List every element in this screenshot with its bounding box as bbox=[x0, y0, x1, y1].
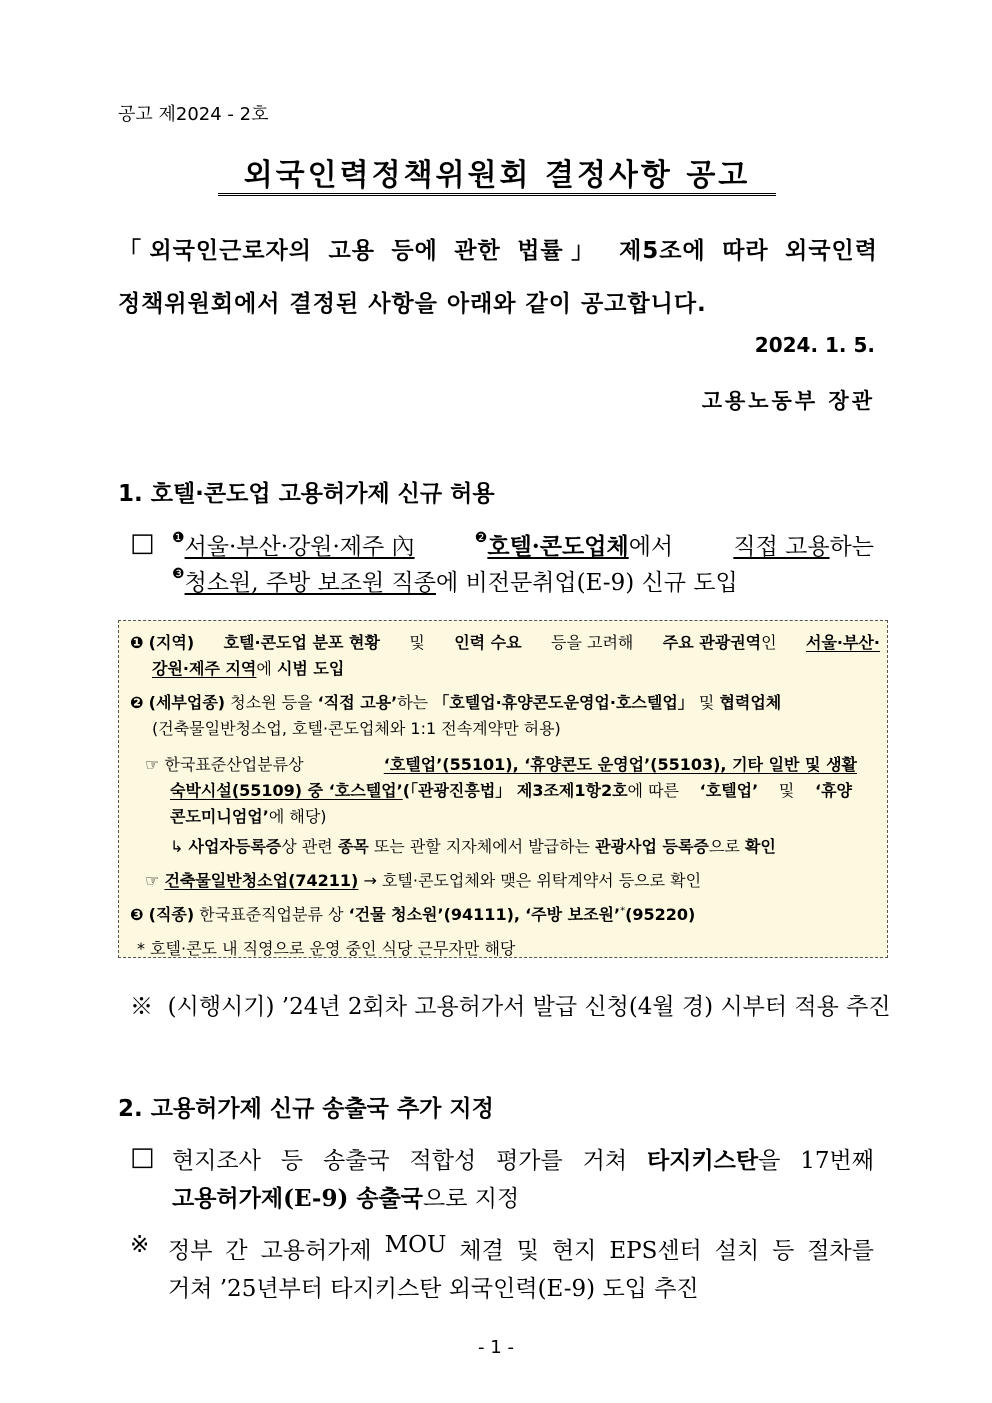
circled-number-icon: ❶ bbox=[130, 633, 144, 652]
text-fragment: 으로 bbox=[708, 837, 740, 856]
text-fragment: 인 bbox=[761, 633, 777, 652]
text-fragment: (세부업종) bbox=[148, 693, 226, 712]
text-fragment: 평가를 bbox=[496, 1148, 563, 1174]
text-fragment: 에서 bbox=[628, 534, 674, 560]
text-fragment: 설치 bbox=[714, 1238, 760, 1264]
detail-item-3 bbox=[130, 902, 695, 925]
text-fragment: (94111), bbox=[443, 905, 520, 924]
section-2-note-line-2: 거쳐 ’25년부터 타지키스탄 외국인력(E-9) 도입 추진 bbox=[168, 1276, 699, 1302]
text-fragment: (「관광진흥법」 제3조제1항2호 bbox=[402, 781, 628, 800]
text-fragment: 청소원 등을 bbox=[230, 693, 313, 712]
circled-1: ❶ bbox=[172, 530, 185, 546]
text-fragment: 하는 bbox=[397, 693, 429, 712]
pointer-1-line-2 bbox=[170, 778, 852, 801]
section-1-line-1 bbox=[172, 528, 874, 561]
arrow-return-icon: ↳ bbox=[170, 837, 184, 856]
text-fragment: ‘휴양 bbox=[814, 781, 852, 800]
text-fragment: 고용허가제(E-9) 송출국 bbox=[172, 1185, 424, 1212]
text-fragment: 강원·제주 지역 bbox=[152, 659, 257, 678]
text-fragment: 적합성 bbox=[409, 1148, 477, 1174]
detail-item-1-line-1 bbox=[130, 630, 880, 653]
pointing-hand-icon: ☞ bbox=[145, 755, 160, 774]
detail-item-2-line-1 bbox=[130, 690, 781, 713]
text-fragment: 한국표준산업분류상 bbox=[164, 755, 304, 774]
text-fragment: 종목 bbox=[337, 837, 369, 856]
circled-3: ❸ bbox=[172, 566, 185, 582]
text-fragment: 호텔·콘도업 분포 현황 bbox=[223, 633, 380, 652]
text-fragment: 간 bbox=[225, 1238, 248, 1264]
direct-hire-text: 직접 고용 bbox=[733, 534, 830, 560]
text-fragment: 「호텔업·휴양콘도운영업·호스텔업」 bbox=[433, 693, 694, 712]
notice-number: 공고 제2024 - 2호 bbox=[118, 104, 269, 125]
section-1-note bbox=[130, 988, 891, 1021]
text-fragment: 현지 bbox=[551, 1238, 597, 1264]
text-fragment: 서울·부산· bbox=[805, 633, 880, 652]
text-fragment: 사업자등록증 bbox=[188, 837, 282, 856]
text-fragment: 협력업체 bbox=[719, 693, 782, 712]
text-fragment: 송출국 bbox=[322, 1148, 390, 1174]
text-fragment: 인력 수요 bbox=[454, 633, 522, 652]
reference-mark-icon: ※ bbox=[130, 994, 153, 1020]
text-fragment: 확인 bbox=[744, 837, 776, 856]
intro-line-2: 정책위원회에서 결정된 사항을 아래와 같이 공고합니다. bbox=[118, 291, 707, 317]
text-fragment: 체결 bbox=[459, 1238, 504, 1264]
text-fragment: 등 bbox=[772, 1238, 795, 1264]
section-2-note-line-1 bbox=[168, 1232, 874, 1265]
detail-item-1-line-2 bbox=[152, 656, 344, 679]
circled-number-icon: ❷ bbox=[130, 693, 144, 712]
checkbox-bullet-icon: □ bbox=[130, 528, 155, 558]
text-fragment: ‘주방 보조원’ bbox=[525, 905, 621, 924]
text-fragment: 정부 bbox=[168, 1238, 213, 1264]
detail-item-2-line-2: (건축물일반청소업, 호텔·콘도업체와 1:1 전속계약만 허용) bbox=[152, 719, 561, 738]
text-fragment: EPS센터 bbox=[609, 1238, 702, 1264]
text-fragment: 상 관련 bbox=[281, 837, 333, 856]
text-fragment: 거쳐 bbox=[582, 1148, 628, 1174]
checkbox-bullet-icon: □ bbox=[130, 1142, 155, 1172]
text-fragment: MOU bbox=[384, 1232, 447, 1258]
text-fragment: (직종) bbox=[148, 905, 195, 924]
text-fragment: 및 bbox=[409, 633, 425, 652]
text-fragment: 및 bbox=[778, 781, 795, 800]
text-fragment: 관광사업 등록증 bbox=[595, 837, 709, 856]
text-fragment: 및 bbox=[698, 693, 715, 712]
text-fragment: 에 비전문취업(E-9) 신규 도입 bbox=[436, 570, 738, 596]
intro-line-1: 「외국인근로자의 고용 등에 관한 법률」 제5조에 따라 외국인력 bbox=[118, 238, 878, 264]
text-fragment: ‘호텔업’ bbox=[699, 781, 759, 800]
section-1-line-2 bbox=[172, 564, 738, 597]
pointer-1-subnote bbox=[170, 834, 776, 857]
section-2-heading: 2. 고용허가제 신규 송출국 추가 지정 bbox=[118, 1096, 494, 1122]
text-fragment: 등 bbox=[280, 1148, 304, 1174]
text-fragment: ‘호텔업’(55101), ‘휴양콘도 운영업’(55103), 기타 일반 및 생활 bbox=[383, 755, 857, 774]
pointer-2 bbox=[145, 868, 701, 891]
text-fragment: 주요 관광권역 bbox=[662, 633, 762, 652]
text-fragment: 고용허가제 bbox=[260, 1238, 372, 1264]
pointer-1-line-3 bbox=[170, 804, 327, 827]
text-fragment: (시행시기) ’24년 2회차 고용허가서 발급 신청(4월 경) 시부터 적용 추진 bbox=[167, 994, 891, 1020]
text-fragment: 17번째 bbox=[800, 1148, 874, 1174]
reference-mark-icon: ※ bbox=[130, 1232, 150, 1258]
text-fragment: ‘건물 청소원’ bbox=[348, 905, 444, 924]
footnote-marker: * bbox=[620, 905, 626, 917]
text-fragment: 등을 고려해 bbox=[551, 633, 634, 652]
region-text: 서울·부산·강원·제주 內 bbox=[184, 534, 415, 560]
document-title: 외국인력정책위원회 결정사항 공고 bbox=[243, 158, 751, 193]
detail-footnote: * 호텔·콘도 내 직영으로 운영 중인 식당 근무자만 해당 bbox=[137, 939, 516, 958]
text-fragment: 콘도미니엄업’ bbox=[170, 807, 269, 826]
title-double-underline bbox=[218, 193, 776, 196]
signer: 고용노동부 장관 bbox=[701, 389, 875, 413]
text-fragment: (지역) bbox=[148, 633, 195, 652]
pointer-1-line-1 bbox=[145, 752, 857, 775]
circled-2: ❷ bbox=[474, 530, 488, 546]
occupation-text: 청소원, 주방 보조원 직종 bbox=[184, 570, 436, 596]
text-fragment: 으로 지정 bbox=[423, 1186, 520, 1212]
text-fragment: 타지키스탄 bbox=[647, 1147, 759, 1174]
text-fragment: 한국표준직업분류 상 bbox=[199, 905, 344, 924]
text-fragment: (95220) bbox=[625, 905, 696, 924]
text-fragment: 숙박시설(55109) 중 ‘호스텔업’ bbox=[170, 781, 403, 800]
circled-number-icon: ❸ bbox=[130, 905, 144, 924]
text-fragment: 시범 도입 bbox=[276, 659, 345, 678]
section-2-line-2 bbox=[172, 1180, 519, 1213]
section-1-heading: 1. 호텔·콘도업 고용허가제 신규 허용 bbox=[118, 481, 495, 507]
section-2-line-1 bbox=[172, 1142, 874, 1175]
text-fragment: 현지조사 bbox=[172, 1148, 261, 1174]
text-fragment: 에 해당) bbox=[268, 807, 327, 826]
text-fragment: 에 bbox=[256, 659, 272, 678]
text-fragment: 및 bbox=[516, 1238, 539, 1264]
text-fragment: → 호텔·콘도업체와 맺은 위탁계약서 등으로 확인 bbox=[363, 871, 702, 890]
text-fragment: ‘직접 고용’ bbox=[317, 693, 398, 712]
business-text: 호텔·콘도업체 bbox=[487, 533, 629, 560]
notice-date: 2024. 1. 5. bbox=[754, 333, 875, 357]
text-fragment: 에 따른 bbox=[627, 781, 680, 800]
text-fragment: 건축물일반청소업(74211) bbox=[164, 871, 359, 890]
text-fragment: 하는 bbox=[829, 534, 874, 560]
text-fragment: 절차를 bbox=[807, 1238, 874, 1264]
text-fragment: 또는 관할 지자체에서 발급하는 bbox=[373, 837, 591, 856]
text-fragment: 을 bbox=[758, 1148, 781, 1174]
page-number: - 1 - bbox=[478, 1337, 514, 1358]
pointing-hand-icon: ☞ bbox=[145, 871, 160, 890]
